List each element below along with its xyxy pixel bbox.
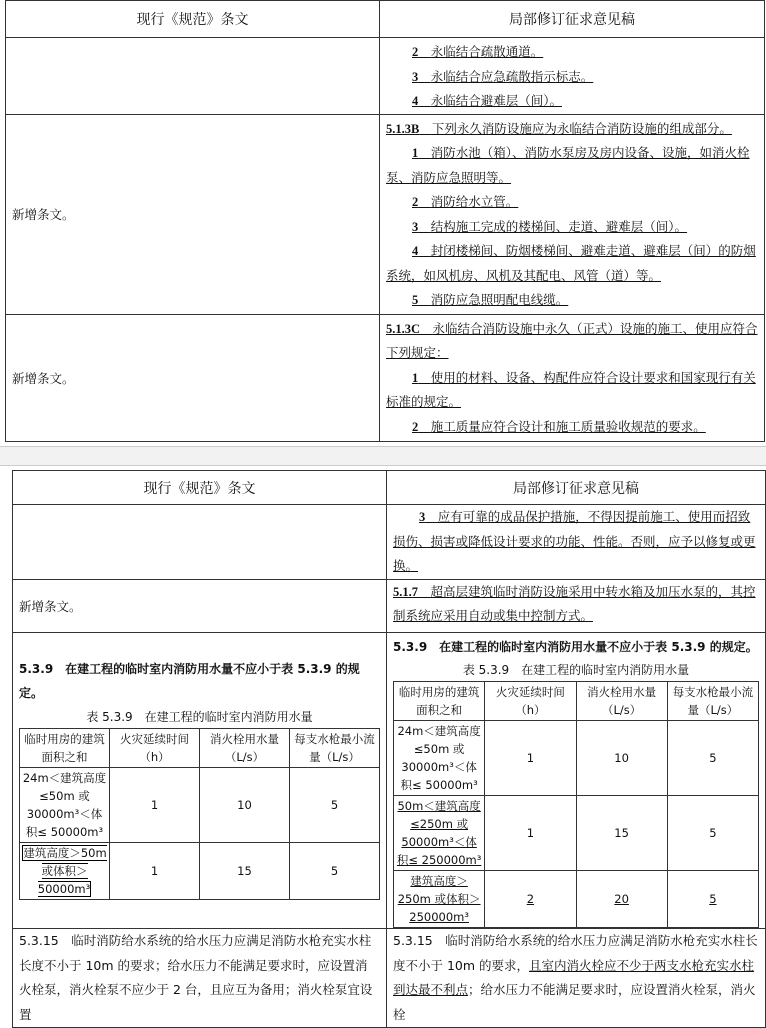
column-header: 每支水枪最小流量（L/s） <box>290 728 380 767</box>
header-current: 现行《规范》条文 <box>13 471 387 505</box>
column-header: 火灾延续时间（h） <box>110 728 200 767</box>
comparison-table-1 <box>5 0 765 442</box>
water-table-revision <box>393 681 759 928</box>
cell-empty <box>6 38 380 115</box>
table-cell: 24m＜建筑高度≤50m 或 30000m³＜体积≤ 50000m³ <box>20 767 110 842</box>
cell-t2r4-right: 5.3.15 临时消防给水系统的给水压力应满足消防水枪充实水柱长度不小于 10m 的要求，且室内消火栓应不少于两支水枪充实水柱到达最不利点；给水压力不能满足要求时，应设置消火栓泵，消火栓 <box>387 929 766 1028</box>
cell-t2r4-left: 5.3.15 临时消防给水系统的给水压力应满足消防水枪充实水柱长度不小于 10m 的要求；给水压力不能满足要求时，应设置消火栓泵，消火栓泵不应少于 2 台，且应互为备用；消火栓泵宜设置 <box>13 929 387 1028</box>
table-cell: 20 <box>576 871 667 928</box>
table-header-row <box>394 682 759 721</box>
column-header: 每支水枪最小流量（L/s） <box>667 682 758 721</box>
table-cell: 15 <box>576 796 667 871</box>
header-current: 现行《规范》条文 <box>6 1 380 38</box>
table-cell: 5 <box>667 721 758 796</box>
table-cell: 50m＜建筑高度≤250m 或 50000m³＜体积≤ 250000m³ <box>394 796 485 871</box>
table-cell: 10 <box>200 767 290 842</box>
comparison-table-2 <box>12 470 766 1028</box>
table-cell: 1 <box>485 721 576 796</box>
cell-empty <box>13 505 387 580</box>
table-cell: 1 <box>110 842 200 899</box>
table-cell: 24m＜建筑高度≤50m 或 30000m³＜体积≤ 50000m³ <box>394 721 485 796</box>
cell-t2r2-right: 5.1.7 超高层建筑临时消防设施采用中转水箱及加压水泵的，其控制系统应采用自动或集中控制方式。 <box>387 579 766 632</box>
table-cell: 1 <box>485 796 576 871</box>
table-cell: 1 <box>110 767 200 842</box>
page-break <box>0 446 766 466</box>
table-cell: 建筑高度＞50m 或体积＞50000m³ <box>20 842 110 899</box>
cell-r2-left: 新增条文。 <box>6 114 380 314</box>
table-row <box>20 842 380 899</box>
table-cell: 建筑高度＞250m 或体积＞250000m³ <box>394 871 485 928</box>
table-cell: 10 <box>576 721 667 796</box>
column-header: 临时用房的建筑面积之和 <box>20 728 110 767</box>
cell-r3-left: 新增条文。 <box>6 314 380 441</box>
table-cell: 15 <box>200 842 290 899</box>
table-row <box>394 721 759 796</box>
cell-t2r1-right: 3 应有可靠的成品保护措施，不得因提前施工、使用而招致损伤、损害或降低设计要求的功能、性能。否则，应予以修复或更换。 <box>387 505 766 580</box>
column-header: 消火栓用水量（L/s） <box>200 728 290 767</box>
table-header-row <box>20 728 380 767</box>
cell-r3-right: 5.1.3C 永临结合消防设施中永久（正式）设施的施工、使用应符合下列规定： 1 使用的材料、设备、构配件应符合设计要求和国家现行有关标准的规定。 2 施工质量应符合设计和施工质量验收规范的要求。 <box>380 314 765 441</box>
table-row <box>20 767 380 842</box>
table-row <box>394 871 759 928</box>
column-header: 消火栓用水量（L/s） <box>576 682 667 721</box>
header-revision: 局部修订征求意见稿 <box>387 471 766 505</box>
table-cell: 5 <box>667 871 758 928</box>
column-header: 临时用房的建筑面积之和 <box>394 682 485 721</box>
cell-r2-right: 5.1.3B 下列永久消防设施应为永临结合消防设施的组成部分。 1 消防水池（箱）、消防水泵房及房内设备、设施，如消火栓泵、消防应急照明等。 2 消防给水立管。 3 结构施工完成的楼梯间、走道、避难层（间）。 4 封闭楼梯间、防烟楼梯间、避难走道、避难层（间）的防烟系统，如风机房、风机及其配电、风管（道）等。 5 消防应急照明配电线缆。 <box>380 114 765 314</box>
table-cell: 5 <box>667 796 758 871</box>
cell-t2r2-left: 新增条文。 <box>13 579 387 632</box>
table-cell: 5 <box>290 842 380 899</box>
table-cell: 2 <box>485 871 576 928</box>
cell-t2r3-left: 5.3.9 在建工程的临时室内消防用水量不应小于表 5.3.9 的规定。 表 5.3.9 在建工程的临时室内消防用水量 临时用房的建筑面积之和 火灾延续时间（h） 消火栓用水量（L/s） 每支水枪最小流量（L/s） 24m＜建筑高度≤50m 或 30000m³＜体积≤ 50000m³ 1 10 5 建筑高度＞50m 或体积＞50000m³ 1 15 5 <box>13 632 387 929</box>
table-row <box>394 796 759 871</box>
cell-t2r3-right: 5.3.9 在建工程的临时室内消防用水量不应小于表 5.3.9 的规定。 表 5.3.9 在建工程的临时室内消防用水量 临时用房的建筑面积之和 火灾延续时间（h） 消火栓用水量（L/s） 每支水枪最小流量（L/s） 24m＜建筑高度≤50m 或 30000m³＜体积≤ 50000m³ 1 10 5 50m＜建筑高度≤250m 或 50000m³＜体积≤ 250000m³ 1 15 5 建筑高度＞250m 或体积＞250000m³ 2 20 5 <box>387 632 766 929</box>
column-header: 火灾延续时间（h） <box>485 682 576 721</box>
header-revision: 局部修订征求意见稿 <box>380 1 765 38</box>
cell-r1-right: 2 永临结合疏散通道。 3 永临结合应急疏散指示标志。 4 永临结合避难层（间）。 <box>380 38 765 115</box>
water-table-current <box>19 728 380 900</box>
table-cell: 5 <box>290 767 380 842</box>
